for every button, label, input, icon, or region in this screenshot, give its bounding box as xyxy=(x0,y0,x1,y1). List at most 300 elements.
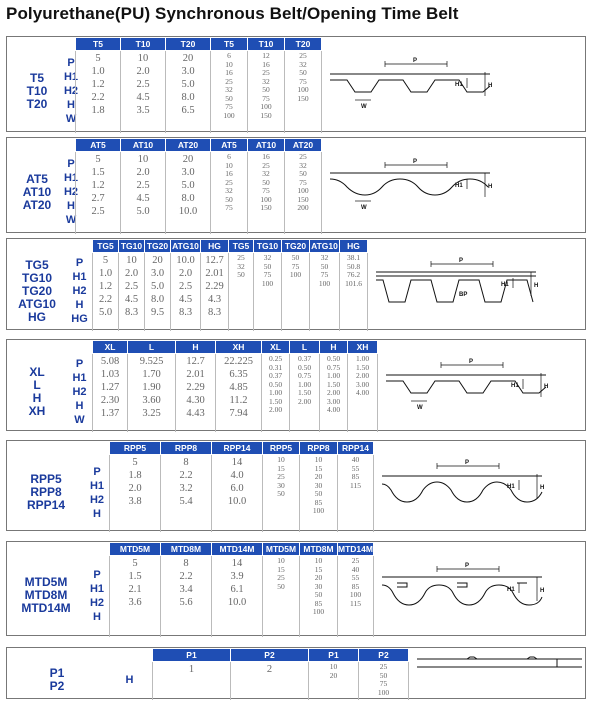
belt-type-names xyxy=(7,352,67,432)
cell-value: 6.5 xyxy=(181,105,195,116)
column-header: T10 xyxy=(248,38,285,51)
pitch-label: P xyxy=(465,459,470,466)
page-title: Polyurethane(PU) Synchronous Belt/Opening Time Belt xyxy=(6,4,459,23)
cell-value: 100 xyxy=(349,590,362,599)
cell-value: 5 xyxy=(132,558,138,569)
cell-value: 1.8 xyxy=(128,470,142,481)
cell-value: 15 xyxy=(277,463,285,473)
parameter-label: H xyxy=(67,200,75,212)
parameter-label: H xyxy=(67,99,75,111)
belt-type-name: T10 xyxy=(26,83,48,98)
cell-value: 10.0 xyxy=(227,496,247,507)
parameter-label: W xyxy=(65,214,77,226)
cell-value: 50 xyxy=(277,489,285,498)
belt-type-name: MTD14M xyxy=(21,601,71,615)
width-label: W xyxy=(361,205,367,211)
cell-value: 10 xyxy=(314,455,323,464)
cell-value: 10.0 xyxy=(227,597,247,608)
cell-value: 50 xyxy=(263,261,272,271)
spec-table xyxy=(109,542,374,637)
cell-value: 3.25 xyxy=(142,408,161,419)
belt-profile-diagram xyxy=(325,56,503,114)
cell-value: 2.2 xyxy=(179,571,193,582)
height-label: H xyxy=(534,283,539,289)
parameter-label: H2 xyxy=(72,285,87,297)
cell-value: 2.01 xyxy=(205,268,224,279)
parameter-label: H xyxy=(93,610,101,623)
cell-value: 2.00 xyxy=(326,388,341,397)
cell-value: 50 xyxy=(299,169,307,178)
cell-value: 3.6 xyxy=(128,597,142,608)
parameter-label: H1 xyxy=(63,71,79,83)
cell-value: 100 xyxy=(318,278,331,288)
cell-value: 12.7 xyxy=(205,255,224,266)
width-label: W xyxy=(361,104,367,110)
column-header: HG xyxy=(201,240,229,253)
cell-value: 10 xyxy=(137,53,149,64)
cell-value: 200 xyxy=(297,203,309,212)
column-header: TG20 xyxy=(282,240,310,253)
table-row xyxy=(93,354,378,433)
cell-value: 5.08 xyxy=(100,356,120,367)
cell-value: 25 xyxy=(299,51,307,60)
cell-value: 55 xyxy=(351,463,360,473)
cell-value: 8.0 xyxy=(181,92,195,103)
cell-value: 4.5 xyxy=(124,294,139,305)
parameter-label: HG xyxy=(71,313,88,325)
cell-value: 85 xyxy=(351,472,360,481)
cell-value: 32 xyxy=(262,76,270,86)
cell-value: 0.37 xyxy=(268,371,283,380)
cell-value: 2.5 xyxy=(178,281,193,292)
cell-value: 22.225 xyxy=(224,356,253,367)
value-cell xyxy=(282,253,310,332)
cell-value: 50 xyxy=(314,590,323,599)
value-cell xyxy=(76,51,121,134)
value-cell xyxy=(310,253,340,332)
value-cell xyxy=(161,455,212,533)
belt-type-name: T20 xyxy=(26,96,48,111)
cell-value: 2.00 xyxy=(297,396,312,406)
cell-value: 6.35 xyxy=(229,369,248,380)
cell-value: 25 xyxy=(237,253,245,262)
value-cell xyxy=(263,455,300,533)
column-header: AT20 xyxy=(285,139,322,152)
cell-value: 6.0 xyxy=(230,483,244,494)
cell-value: 2.0 xyxy=(128,483,142,494)
value-cell xyxy=(290,354,320,433)
cell-value: 10 xyxy=(329,662,338,671)
cell-value: 100 xyxy=(297,186,309,195)
value-cell xyxy=(128,354,176,433)
cell-value: 30 xyxy=(314,480,323,490)
cell-value: 100 xyxy=(223,110,235,120)
cell-value: 2.2 xyxy=(179,470,193,481)
belt-type-name: HG xyxy=(28,309,46,324)
belt-profile-outline xyxy=(376,272,539,302)
cell-value: 5.0 xyxy=(98,307,113,318)
value-cell xyxy=(340,253,368,332)
cell-value: 2.01 xyxy=(186,369,205,380)
cell-value: 5 xyxy=(95,53,101,64)
cell-value: 115 xyxy=(350,598,361,608)
cell-value: 1.00 xyxy=(268,388,283,397)
value-cell xyxy=(309,662,359,701)
column-header: RPP8 xyxy=(161,442,212,455)
cell-value: 32 xyxy=(262,169,270,178)
cell-value: 8 xyxy=(183,457,189,468)
belt-profile-outline xyxy=(417,657,582,667)
column-header: XH xyxy=(216,341,262,354)
cell-value: 85 xyxy=(314,497,323,507)
cell-value: 75 xyxy=(263,270,272,279)
height-dimension-line xyxy=(467,173,485,197)
value-cell xyxy=(320,354,348,433)
value-cell xyxy=(248,51,285,134)
h1-label: H1 xyxy=(501,282,509,288)
cell-value: 50 xyxy=(237,270,245,279)
belt-section-card xyxy=(6,440,586,531)
belt-type-name: MTD5M xyxy=(24,575,68,589)
cell-value: 10 xyxy=(277,556,285,565)
belt-type-name: P2 xyxy=(49,679,65,693)
cell-value: 100 xyxy=(260,102,272,111)
value-cell xyxy=(348,354,378,433)
cell-value: 9.525 xyxy=(139,356,164,367)
cell-value: 1.8 xyxy=(91,105,105,116)
column-header: HG xyxy=(340,240,368,253)
cell-value: 25 xyxy=(225,76,233,86)
cell-value: 32 xyxy=(299,59,307,69)
cell-value: 8.3 xyxy=(207,307,222,318)
belt-section-card xyxy=(6,339,586,431)
cell-value: 1.0 xyxy=(91,66,105,77)
column-header: TG10 xyxy=(254,240,282,253)
belt-type-names xyxy=(7,453,85,532)
belt-profile-diagram xyxy=(377,561,555,619)
cell-value: 75 xyxy=(299,177,307,187)
pitch-label: P xyxy=(465,562,470,569)
cell-value: 16 xyxy=(262,152,270,161)
height-dimension-line xyxy=(519,474,537,498)
parameter-label: H2 xyxy=(89,596,105,609)
cell-value: 50 xyxy=(314,489,323,498)
height-label: H xyxy=(544,384,549,390)
belt-profile-diagram xyxy=(412,645,590,703)
value-cell xyxy=(110,556,161,638)
cell-value: 2.0 xyxy=(136,167,150,178)
cell-value: 20 xyxy=(314,472,323,481)
table-row xyxy=(76,51,322,134)
cell-value: 14 xyxy=(231,558,243,569)
cell-value: 0.37 xyxy=(297,354,312,363)
cell-value: 1.03 xyxy=(100,369,120,380)
value-cell xyxy=(201,253,229,332)
belt-type-name: RPP14 xyxy=(26,498,66,512)
cell-value: 6.1 xyxy=(230,584,244,595)
belt-type-name: MTD8M xyxy=(24,588,68,602)
cell-value: 10 xyxy=(126,255,137,266)
belt-type-name: RPP8 xyxy=(30,485,62,499)
cell-value: 9.5 xyxy=(150,307,165,318)
cell-value: 76.2 xyxy=(346,270,361,279)
cell-value: 5.0 xyxy=(181,180,195,191)
cell-value: 16 xyxy=(262,59,270,69)
cell-value: 2.0 xyxy=(136,66,150,77)
value-cell xyxy=(161,556,212,638)
belt-profile-diagram xyxy=(371,256,549,314)
cell-value: 4.43 xyxy=(186,408,205,419)
column-header: L xyxy=(290,341,320,354)
table-row xyxy=(153,662,409,701)
cell-value: 50 xyxy=(262,85,270,94)
parameter-label: H2 xyxy=(89,493,105,506)
column-header: ATG10 xyxy=(172,241,199,251)
cell-value: 100 xyxy=(297,85,309,94)
cell-value: 100 xyxy=(260,194,272,204)
h1-label: H1 xyxy=(455,183,463,189)
cell-value: 3.9 xyxy=(230,571,244,582)
cell-value: 101.6 xyxy=(345,278,362,288)
cell-value: 20 xyxy=(152,255,163,266)
spec-table xyxy=(92,239,368,331)
cell-value: 8.3 xyxy=(124,307,139,318)
cell-value: 20 xyxy=(329,670,338,680)
belt-type-names xyxy=(7,251,67,331)
cell-value: 150 xyxy=(297,93,309,103)
column-header: XL xyxy=(262,341,290,354)
parameter-label: P xyxy=(67,57,75,69)
cell-value: 8.3 xyxy=(178,307,193,318)
value-cell xyxy=(171,253,201,332)
parameter-label: H2 xyxy=(63,186,79,198)
cell-value: 5.4 xyxy=(179,496,193,507)
value-cell xyxy=(76,152,121,235)
column-header: TG5 xyxy=(229,240,254,253)
cell-value: 32 xyxy=(225,186,233,195)
column-header: TG20 xyxy=(145,240,171,253)
column-header: AT5 xyxy=(76,139,121,152)
column-header: AT5 xyxy=(211,139,248,152)
belt-profile-outline xyxy=(382,476,545,502)
cell-value: 75 xyxy=(225,102,233,111)
cell-value: 3.0 xyxy=(181,167,195,178)
spec-table xyxy=(92,340,378,432)
value-cell xyxy=(285,152,322,235)
column-header: T5 xyxy=(76,38,121,51)
h1-label: H1 xyxy=(507,586,515,593)
cell-value: 32 xyxy=(320,253,329,262)
cell-value: 5 xyxy=(132,457,138,468)
table-row xyxy=(93,253,368,332)
column-header: MTD14M xyxy=(338,544,373,554)
column-header: P1 xyxy=(153,649,231,662)
column-header: AT10 xyxy=(248,139,285,152)
cell-value: 4.5 xyxy=(136,193,150,204)
value-cell xyxy=(121,51,166,134)
belt-type-name: ATG10 xyxy=(18,296,56,311)
column-header: RPP5 xyxy=(110,442,161,455)
belt-profile-outline xyxy=(330,74,493,92)
parameter-label: H1 xyxy=(89,582,105,595)
cell-value: 25 xyxy=(225,177,233,187)
cell-value: 0.50 xyxy=(297,362,312,372)
cell-value: 32 xyxy=(237,261,245,271)
parameter-label: P xyxy=(93,568,101,581)
parameter-labels xyxy=(67,251,92,331)
value-cell xyxy=(229,253,254,332)
belt-profile-outline xyxy=(386,375,549,393)
column-header: P2 xyxy=(231,649,309,662)
cell-value: 100 xyxy=(261,278,274,288)
value-cell xyxy=(93,253,119,332)
cell-value: 1.5 xyxy=(128,571,142,582)
parameter-label: H xyxy=(125,674,134,686)
cell-value: 50 xyxy=(225,93,233,103)
cell-value: 100 xyxy=(312,607,325,616)
cell-value: 5.0 xyxy=(181,79,195,90)
belt-profile-outline xyxy=(382,577,545,605)
cell-value: 5 xyxy=(95,154,101,165)
cell-value: 25 xyxy=(277,573,285,582)
parameter-labels xyxy=(107,660,152,700)
cell-value: 150 xyxy=(260,110,272,120)
cell-value: 85 xyxy=(351,581,360,591)
cell-value: 10.0 xyxy=(176,255,195,266)
table-row xyxy=(110,556,374,638)
cell-value: 1.37 xyxy=(100,408,120,419)
h1-label: H1 xyxy=(511,383,519,389)
column-header: RPP14 xyxy=(338,442,374,455)
column-header: P2 xyxy=(359,649,409,662)
belt-type-names xyxy=(7,660,107,700)
cell-value: 2.5 xyxy=(124,281,139,292)
cell-value: 3.00 xyxy=(355,379,370,389)
cell-value: 10 xyxy=(225,160,233,170)
cell-value: 30 xyxy=(277,480,285,490)
cell-value: 1.2 xyxy=(91,79,105,90)
parameter-label: H xyxy=(93,507,101,520)
cell-value: 11.2 xyxy=(229,395,248,406)
cell-value: 2.5 xyxy=(91,206,105,217)
parameter-label: P xyxy=(67,158,75,170)
cell-value: 5.6 xyxy=(179,597,193,608)
parameter-label: H2 xyxy=(72,386,87,398)
column-header: MTD5M xyxy=(110,543,161,556)
height-label: H xyxy=(540,484,545,491)
cell-value: 6 xyxy=(227,51,231,60)
cell-value: 2.5 xyxy=(136,79,150,90)
cell-value: 2.30 xyxy=(100,395,120,406)
cell-value: 75 xyxy=(225,203,233,212)
cell-value: 1.0 xyxy=(98,268,113,279)
value-cell xyxy=(338,556,374,638)
cell-value: 0.50 xyxy=(326,354,341,363)
cell-value: 50.8 xyxy=(346,261,361,271)
cell-value: 32 xyxy=(299,160,307,170)
cell-value: 4.0 xyxy=(230,470,244,481)
pitch-label: P xyxy=(413,58,418,64)
value-cell xyxy=(254,253,282,332)
cell-value: 100 xyxy=(312,506,325,515)
cell-value: 25 xyxy=(351,556,360,565)
belt-type-name: XL xyxy=(29,365,45,379)
cell-value: 32 xyxy=(225,85,233,94)
cell-value: 2.29 xyxy=(205,281,224,292)
parameter-labels xyxy=(85,554,109,637)
column-header: MTD5M xyxy=(263,543,300,556)
cell-value: 10 xyxy=(225,59,233,69)
column-header: MTD8M xyxy=(161,543,212,556)
value-cell xyxy=(166,51,211,134)
column-header: H xyxy=(320,341,348,354)
cell-value: 2.0 xyxy=(124,268,139,279)
cell-value: 2.00 xyxy=(268,405,283,414)
value-cell xyxy=(121,152,166,235)
cell-value: 1.50 xyxy=(355,362,370,372)
cell-value: 75 xyxy=(320,270,329,279)
belt-section-card xyxy=(6,137,586,233)
cell-value: 3.5 xyxy=(136,105,150,116)
height-label: H xyxy=(488,83,493,89)
column-header: RPP14 xyxy=(212,442,263,455)
cell-value: 25 xyxy=(262,160,270,170)
cell-value: 1.27 xyxy=(100,382,120,393)
cell-value: 75 xyxy=(262,93,270,103)
cell-value: 50 xyxy=(299,68,307,77)
column-header: T5 xyxy=(211,38,248,51)
cell-value: 32 xyxy=(263,253,272,262)
parameter-label: H1 xyxy=(72,271,87,283)
spec-table xyxy=(109,441,374,532)
column-header: RPP5 xyxy=(263,442,300,455)
value-cell xyxy=(248,152,285,235)
cell-value: 75 xyxy=(379,679,388,688)
pitch-label: P xyxy=(459,258,464,264)
belt-profile-diagram xyxy=(325,157,503,215)
column-header: AT20 xyxy=(166,139,211,152)
cell-value: 8.0 xyxy=(150,294,165,305)
value-cell xyxy=(211,51,248,134)
cell-value: 10 xyxy=(314,556,323,565)
cell-value: 6 xyxy=(227,152,231,161)
parameter-label: W xyxy=(74,414,85,426)
belt-section-card xyxy=(6,541,586,636)
belt-type-name: H xyxy=(32,391,42,405)
cell-value: 15 xyxy=(277,564,285,574)
cell-value: 25 xyxy=(299,152,307,161)
column-header: XH xyxy=(348,341,378,354)
cell-value: 1.90 xyxy=(142,382,161,393)
belt-type-names xyxy=(7,150,67,234)
cell-value: 15 xyxy=(314,564,323,574)
cell-value: 150 xyxy=(260,203,272,212)
value-cell xyxy=(285,51,322,134)
belt-profile-diagram xyxy=(381,357,559,415)
cell-value: 4.5 xyxy=(178,294,193,305)
belt-section-card xyxy=(6,36,586,132)
cell-value: 50 xyxy=(291,253,300,262)
cell-value: 2.7 xyxy=(91,193,105,204)
cell-value: 4.3 xyxy=(207,294,222,305)
spec-table xyxy=(75,37,322,133)
cell-value: 2.0 xyxy=(178,268,193,279)
column-header: P1 xyxy=(309,649,359,662)
value-cell xyxy=(338,455,374,533)
cell-value: 4.30 xyxy=(186,395,205,406)
pitch-label: P xyxy=(413,159,418,165)
cell-value: 2.29 xyxy=(186,382,205,393)
